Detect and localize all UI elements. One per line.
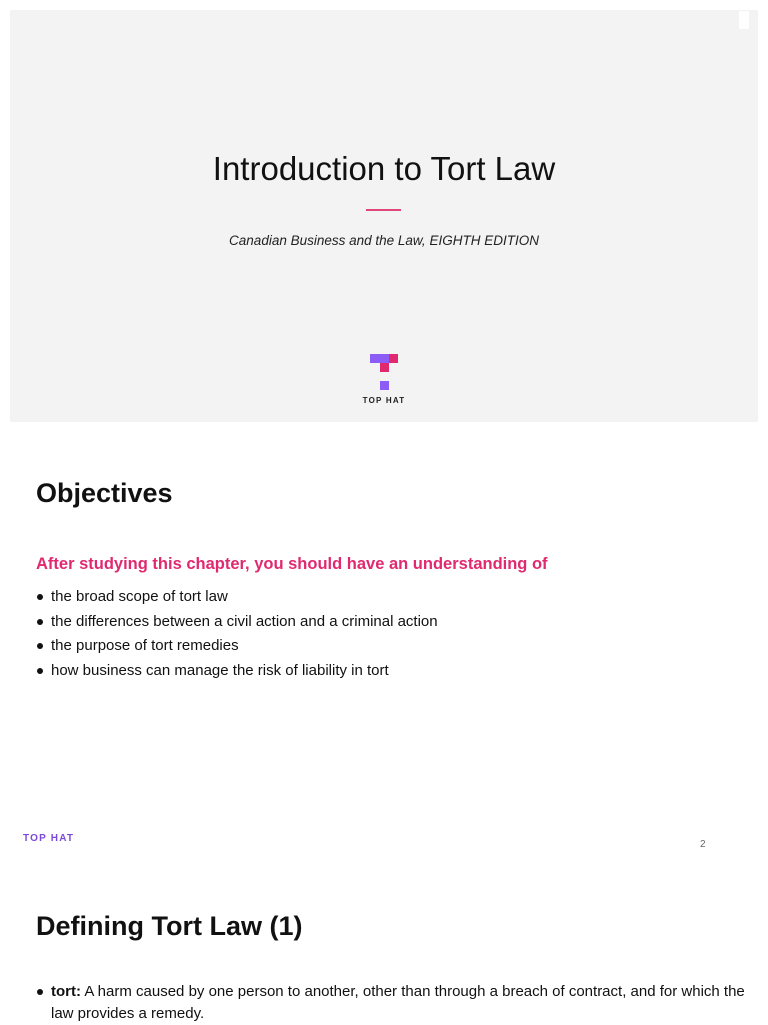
- list-item: the purpose of tort remedies: [36, 635, 438, 660]
- objectives-heading: Objectives: [36, 478, 173, 508]
- objectives-list: [36, 586, 438, 684]
- definition-heading: Defining Tort Law (1): [36, 911, 303, 941]
- slide-title: Introduction to Tort Law: [212, 150, 556, 187]
- title-divider: [366, 209, 401, 211]
- definition-term: tort:: [51, 983, 81, 1000]
- logo-wordmark: TOP HAT: [362, 396, 406, 405]
- definition-item: [36, 981, 751, 1025]
- slide-subtitle: Canadian Business and the Law, EIGHTH EDITION: [229, 233, 539, 248]
- page-number: 2: [700, 839, 706, 850]
- corner-marker: [739, 11, 749, 29]
- list-item: the broad scope of tort law: [36, 586, 438, 611]
- footer-brand: TOP HAT: [23, 833, 75, 844]
- list-item: the differences between a civil action and a criminal action: [36, 611, 438, 636]
- top-hat-logo-icon: [370, 354, 398, 390]
- objectives-intro: After studying this chapter, you should have an understanding of: [36, 555, 548, 573]
- corner-marker-notch: [749, 19, 758, 29]
- definition-text: A harm caused by one person to another, other than through a breach of contract, and for which the law provides a remedy.: [51, 983, 745, 1022]
- list-item: how business can manage the risk of liability in tort: [36, 660, 438, 685]
